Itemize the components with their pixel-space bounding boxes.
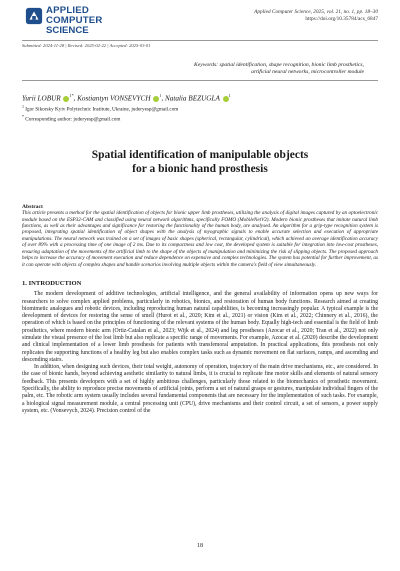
corresponding-marker: * [22,113,24,119]
title-line2: for a bionic hand prosthesis [132,162,268,175]
doi-link[interactable]: https://doi.org/10.35784/acs_6847 [305,16,378,22]
author-name: Natalia BEZUGLA [164,94,220,103]
keywords-line2: artificial neural networks, microcontroller module [251,69,364,75]
paragraph: In addition, when designing such devices, their total weight, autonomy of operation, trajectory of the main drive mechanisms, etc., are considered. In the case of bionic hands, beyond achieving aesthetic similarity to natural limbs, it is crucial to replicate fine motor skills and elements of natural sensory feedback. This presents developers with a set of highly ambitious challenges, particularly those related to the biomechanics of prosthetic movement. Specifically, the ability to reproduce precise movements of artificial joints, perform a set of natural grasps or gestures, manipulate individual fingers of the palm, etc. The robotic arm system usually includes several fundamental components that are necessary for the implementation of such tasks. For example, a biological signal measurement module, a central processing unit (CPU), drive mechanisms and their control circuit, a set of sensors, a power supply system, etc. (Vonsevych, 2024). Precision control of the [22,364,378,414]
author-name: Kostiantyn VONSEVYCH [77,94,151,103]
journal-volume-info: Applied Computer Science, 2025, vol. 21, no. 1, pp. 18–30 [254,9,378,15]
corresponding-text: Corresponding author: juderyesp@gmail.com [25,116,121,123]
logo-title-line2: SCIENCE [46,25,89,37]
author-superscript: 1* [69,93,74,98]
keywords [22,62,378,76]
affiliation-marker: 1 [22,104,24,110]
logo-title-line1: APPLIED COMPUTER [46,5,103,26]
paragraph: The modern development of additive technologies, artificial intelligence, and the general availability of information opens up new ways for researchers to solve complex applied problems, particularly in robotics, bionics, and restoration of human body functions. Research aimed at creating biomimetic analogues and robotic devices, including reproducing human natural capabilities, is becoming increasingly popular. A typical example is the development of devices for restoring the sense of smell (Hurot et al., 2020; Kim et al., 2021) or vision (Kim et al., 2022; Chinnery et al., 2016), the operation of which is based on the principles of functioning of the relevant systems of the human body. Equally high-tech and essential is the field of limb prosthetics, where modern bionic arm (Ortiz-Catalan et al., 2023; Wijk et al., 2024) and leg prostheses (Azocar et al., 2020; Tran et al., 2022) not only simulate the visual presence of the lost limb but also replicate a specific range of movements. For example, Azocar et al. (2020) describe the development and clinical implementation of a lower limb prosthesis for patients with transfemoral amputation. In practical applications, this prosthesis not only replicates the supporting functions of a healthy leg but also enables complex tasks such as dynamic movement on flat surfaces, ramps, and ascending and descending stairs. [22,291,378,363]
author-superscript: 1 [228,93,231,98]
paper-title [22,148,378,176]
section-heading: 1. INTRODUCTION [22,280,82,288]
author-list: Yurii LOBUR $^{1*}$, Kostiantyn VONSEVYCH $^1$, Natalia BEZUGLA $^1$ [22,93,231,103]
divider [22,80,378,81]
abstract-text: This article presents a method for the spatial identification of objects for bionic upper limb prostheses, utilizing the analysis of digital images captured by an optoelectronic module based on the ESP32-CAM and classified using neural network algorithms, specifically FOMO (MobileNetV2). Modern bionic prostheses that imitate natural limb functions, as well as their advantages and significance for restoring the functionality of the human body, are analysed. An algorithm for a grip-type recognition system is proposed, integrating spatial identification of object shapes with the analysis of myographic signals to enable accurate selection and execution of appropriate manipulations. The neural network was trained on a set of images of basic shapes (spherical, rectangular, cylindrical), which achieved an average identification accuracy of over 89% with a processing time of one image of 2 ms. Due to its compactness and low cost, the developed system is suitable for integration into low-cost prostheses, ensuring adaptation of the movements of the artificial limb to the shape of the objects of manipulation and minimizing the risk of slipping objects. The proposed approach helps to increase the accuracy of movement execution and reduce dependence on expensive and complex technologies. The system has potential for further improvement, as it can operate with objects of complex shapes and handle scenarios involving multiple objects within the camera's field of view simultaneously. [22,210,378,268]
corresponding-author [22,114,378,123]
affiliation [22,104,378,113]
submission-dates: Submitted: 2024-11-28 | Revised: 2025-02-22 | Accepted: 2025-03-01 [22,40,378,48]
journal-logo-icon [25,7,43,25]
affiliation-text: Igor Sikorsky Kyiv Polytechnic Institute, Ukraine, juderyesp@gmail.com [25,107,179,114]
journal-citation [254,9,378,23]
page-number: 18 [197,543,203,549]
journal-header [22,0,378,40]
keywords-line1: Keywords: spatial identification, shape recognition, bionic limb prosthetics, [194,62,364,68]
section-body [22,291,378,415]
title-line1: Spatial identification of manipulable objects [91,148,309,161]
author-name: Yurii LOBUR [22,94,61,103]
abstract [22,204,378,269]
journal-logo [25,6,137,36]
abstract-heading: Abstract [22,203,43,210]
author-superscript: 1 [159,93,162,98]
affiliations [22,104,378,122]
